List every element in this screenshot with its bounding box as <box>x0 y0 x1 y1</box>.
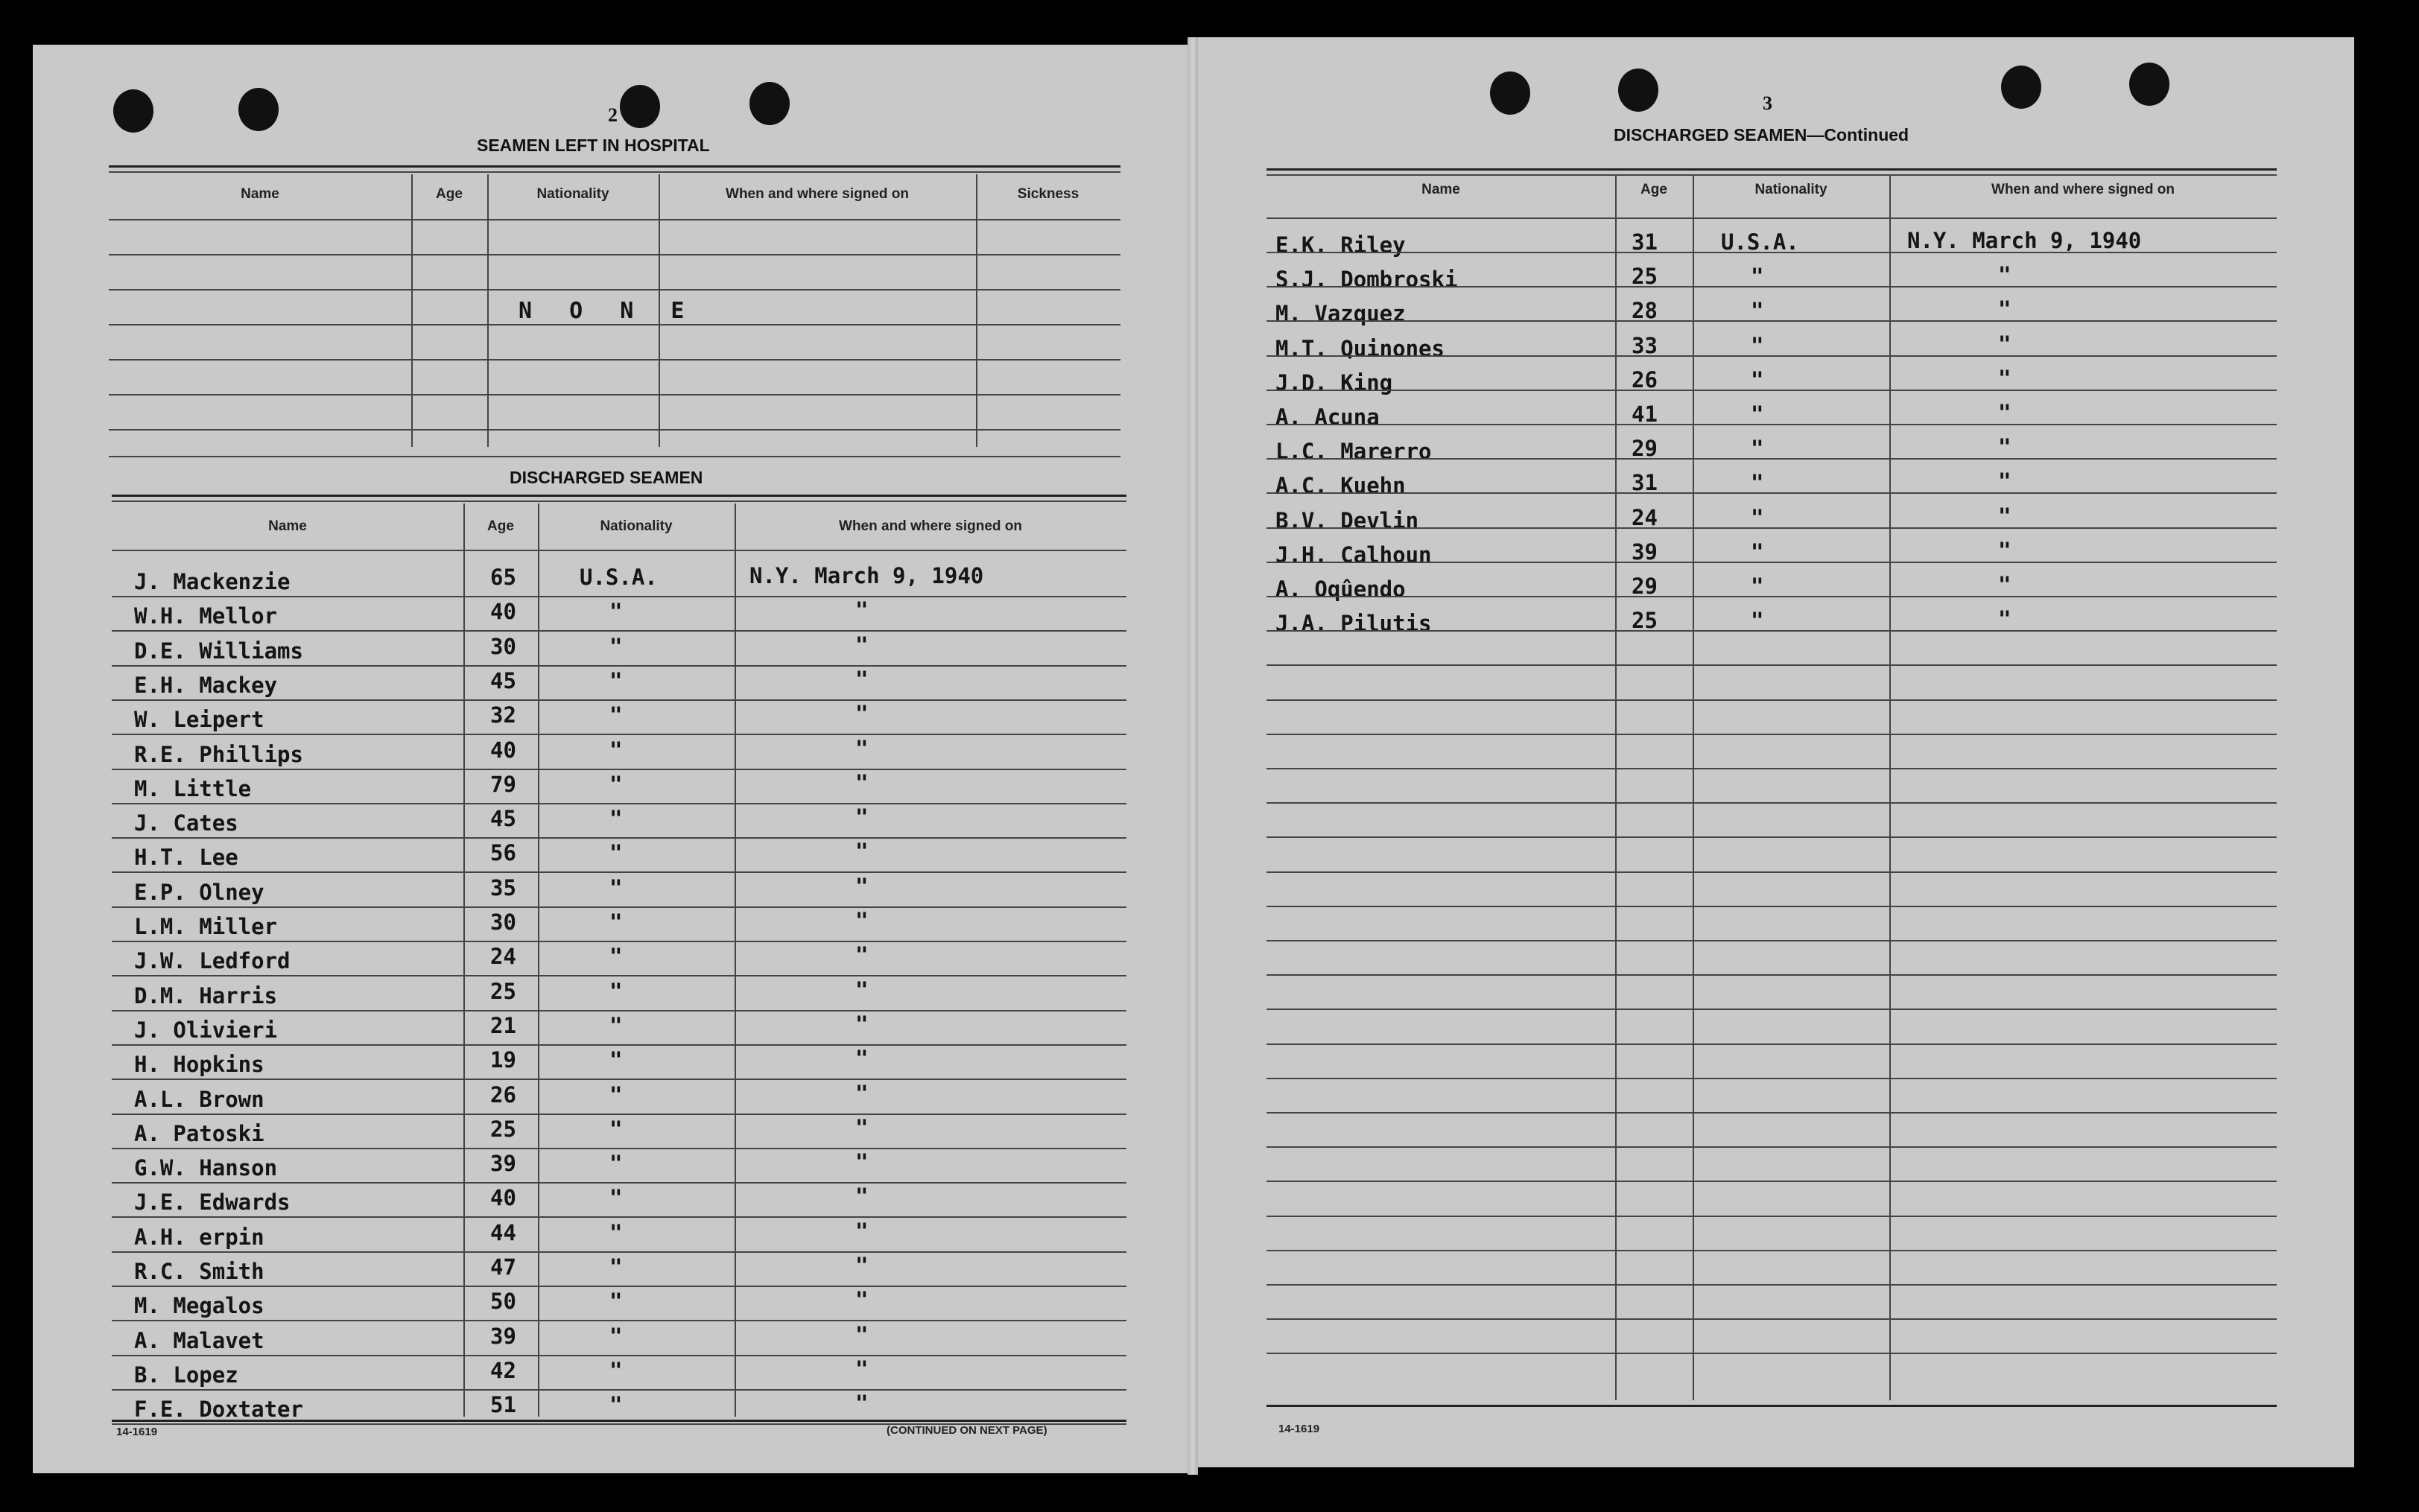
rule-line <box>112 803 1126 804</box>
seaman-signed-on: " <box>1998 262 2011 288</box>
punch-hole <box>238 88 279 131</box>
rule-line <box>1266 1318 2277 1320</box>
punch-hole <box>1618 69 1658 112</box>
rule-line <box>109 456 1120 457</box>
right-header-age: Age <box>1640 182 1667 197</box>
rule-line <box>112 501 1126 502</box>
seaman-nationality: " <box>609 1289 623 1315</box>
right-header-nationality: Nationality <box>1754 182 1827 197</box>
right-form-number: 14-1619 <box>1278 1423 1320 1435</box>
seaman-nationality: " <box>609 599 623 625</box>
rule-line <box>112 975 1126 976</box>
seaman-age: 44 <box>490 1219 516 1245</box>
seaman-age: 25 <box>490 978 516 1004</box>
seaman-signed-on: " <box>855 1356 869 1382</box>
seaman-nationality: U.S.A. <box>1721 229 1799 255</box>
seaman-name: M. Little <box>134 775 252 801</box>
rule-line <box>112 596 1126 597</box>
rule-line <box>109 324 1120 325</box>
rule-line <box>109 289 1120 290</box>
seaman-nationality: " <box>609 1151 623 1177</box>
seaman-nationality: " <box>609 633 623 659</box>
right-page-number: 3 <box>1763 92 1772 114</box>
discharged-header-signed-on: When and where signed on <box>839 518 1022 534</box>
rule-line <box>1266 458 2277 460</box>
seaman-name: J.W. Ledford <box>134 948 291 974</box>
seaman-name: B. Lopez <box>134 1362 238 1388</box>
seaman-age: 26 <box>1632 366 1658 393</box>
seaman-age: 24 <box>1632 504 1658 530</box>
right-title: DISCHARGED SEAMEN—Continued <box>1614 125 1909 144</box>
seaman-name: M. Megalos <box>134 1293 264 1319</box>
column-divider <box>659 174 660 447</box>
seaman-age: 33 <box>1632 332 1658 358</box>
rule-line <box>1266 1044 2277 1045</box>
hospital-header-sickness: Sickness <box>1017 186 1079 202</box>
seaman-nationality: " <box>609 978 623 1004</box>
rule-line <box>112 495 1126 497</box>
hospital-header-age: Age <box>436 186 463 202</box>
rule-line <box>1266 168 2277 171</box>
seaman-name: A. Acuna <box>1275 404 1380 430</box>
discharged-header-nationality: Nationality <box>600 518 673 534</box>
rule-line <box>109 219 1120 220</box>
seaman-name: L.M. Miller <box>134 914 278 939</box>
center-fold <box>1188 37 1198 1475</box>
rule-line <box>1266 527 2277 529</box>
seaman-name: J. Mackenzie <box>134 569 291 594</box>
seaman-name: D.M. Harris <box>134 982 278 1008</box>
seaman-nationality: " <box>609 840 623 866</box>
seaman-signed-on: " <box>855 804 869 830</box>
rule-line <box>112 550 1126 551</box>
seaman-signed-on: N.Y. March 9, 1940 <box>1907 228 2142 253</box>
rule-line <box>112 1420 1126 1422</box>
seaman-nationality: " <box>1751 401 1764 427</box>
rule-line <box>1266 630 2277 632</box>
seaman-nationality: " <box>609 1392 623 1418</box>
rule-line <box>1266 974 2277 976</box>
rule-line <box>1266 390 2277 391</box>
column-divider <box>538 504 539 1417</box>
seaman-name: J.D. King <box>1275 369 1393 396</box>
seaman-signed-on: " <box>855 1046 869 1072</box>
seaman-nationality: " <box>609 1185 623 1211</box>
seaman-signed-on: " <box>855 769 869 795</box>
punch-hole <box>2129 63 2169 106</box>
rule-line <box>1266 492 2277 494</box>
seaman-nationality: " <box>609 1116 623 1142</box>
seaman-nationality: " <box>609 1357 623 1383</box>
rule-line <box>112 1320 1126 1321</box>
seaman-name: S.J. Dombroski <box>1275 267 1458 293</box>
rule-line <box>109 165 1120 168</box>
seaman-age: 65 <box>490 565 516 590</box>
seaman-signed-on: " <box>855 1218 869 1244</box>
seaman-age: 39 <box>490 1151 516 1177</box>
seaman-age: 28 <box>1632 298 1658 324</box>
seaman-nationality: " <box>1751 264 1764 290</box>
rule-line <box>112 1148 1126 1149</box>
seaman-age: 50 <box>490 1289 516 1315</box>
column-divider <box>735 504 736 1417</box>
rule-line <box>112 699 1126 701</box>
seaman-nationality: " <box>609 874 623 900</box>
seaman-name: E.P. Olney <box>134 879 264 905</box>
rule-line <box>109 254 1120 255</box>
seaman-age: 39 <box>490 1323 516 1349</box>
seaman-signed-on: " <box>855 976 869 1003</box>
seaman-age: 25 <box>1632 608 1658 634</box>
seaman-age: 56 <box>490 840 516 866</box>
punch-hole <box>749 82 790 125</box>
rule-line <box>112 1389 1126 1391</box>
seaman-signed-on: " <box>855 1253 869 1278</box>
seaman-signed-on: " <box>855 1287 869 1313</box>
punch-hole <box>620 85 660 128</box>
rule-line <box>112 1114 1126 1115</box>
seaman-nationality: " <box>1751 366 1764 393</box>
seaman-name: J.A. Pilutis <box>1275 611 1432 637</box>
seaman-signed-on: " <box>1998 434 2011 460</box>
seaman-name: A.C. Kuehn <box>1275 473 1406 499</box>
column-divider <box>487 174 489 447</box>
seaman-name: J.H. Calhoun <box>1275 541 1432 568</box>
rule-line <box>112 1216 1126 1218</box>
punch-hole <box>1490 72 1530 115</box>
rule-line <box>1266 871 2277 873</box>
rule-line <box>1266 562 2277 563</box>
seaman-nationality: " <box>609 1219 623 1245</box>
seaman-signed-on: " <box>855 632 869 658</box>
seaman-nationality: " <box>1751 436 1764 462</box>
hospital-header-name: Name <box>241 186 279 202</box>
seaman-signed-on: " <box>1998 400 2011 425</box>
column-divider <box>411 174 413 447</box>
rule-line <box>112 906 1126 908</box>
seaman-name: H. Hopkins <box>134 1052 264 1078</box>
seaman-nationality: " <box>609 806 623 832</box>
seaman-name: R.E. Phillips <box>134 741 303 767</box>
seaman-signed-on: " <box>855 1114 869 1140</box>
seaman-age: 39 <box>1632 539 1658 565</box>
rule-line <box>112 941 1126 942</box>
seaman-age: 24 <box>490 944 516 970</box>
seaman-age: 29 <box>1632 436 1658 462</box>
seaman-name: B.V. Devlin <box>1275 507 1419 533</box>
seaman-name: A. Oqûendo <box>1275 576 1406 602</box>
rule-line <box>112 1182 1126 1184</box>
rule-line <box>109 429 1120 431</box>
rule-line <box>112 1251 1126 1253</box>
seaman-nationality: " <box>1751 608 1764 634</box>
seaman-age: 30 <box>490 633 516 659</box>
seaman-nationality: " <box>609 1323 623 1349</box>
seaman-signed-on: " <box>855 701 869 727</box>
seaman-age: 21 <box>490 1012 516 1038</box>
rule-line <box>1266 906 2277 907</box>
seaman-nationality: " <box>609 737 623 763</box>
seaman-name: H.T. Lee <box>134 845 238 871</box>
seaman-age: 45 <box>490 667 516 693</box>
punch-hole <box>2001 66 2041 109</box>
column-divider <box>1615 176 1617 1400</box>
seaman-age: 31 <box>1632 229 1658 255</box>
seaman-age: 40 <box>490 1185 516 1211</box>
rule-line <box>1266 1250 2277 1251</box>
rule-line <box>112 871 1126 873</box>
discharged-header-age: Age <box>487 518 514 534</box>
rule-line <box>1266 836 2277 838</box>
column-divider <box>1889 176 1891 1400</box>
seaman-name: W. Leipert <box>134 707 264 733</box>
seaman-nationality: " <box>609 909 623 935</box>
rule-line <box>1266 320 2277 322</box>
rule-line <box>1266 1008 2277 1010</box>
left-page-number: 2 <box>608 104 618 126</box>
rule-line <box>1266 768 2277 769</box>
seaman-signed-on: " <box>855 666 869 692</box>
seaman-age: 79 <box>490 771 516 797</box>
rule-line <box>1266 699 2277 701</box>
seaman-age: 25 <box>490 1116 516 1142</box>
rule-line <box>112 665 1126 667</box>
seaman-nationality: U.S.A. <box>580 565 658 590</box>
seaman-signed-on: " <box>1998 296 2011 323</box>
seaman-name: J. Cates <box>134 810 238 836</box>
seaman-signed-on: " <box>1998 365 2011 391</box>
rule-line <box>112 837 1126 839</box>
rule-line <box>112 734 1126 735</box>
punch-hole <box>113 89 153 133</box>
continued-note: (CONTINUED ON NEXT PAGE) <box>887 1424 1047 1437</box>
seaman-name: M. Vazquez <box>1275 301 1406 327</box>
seaman-nationality: " <box>1751 332 1764 358</box>
rule-line <box>1266 1078 2277 1079</box>
seaman-age: 41 <box>1632 401 1658 427</box>
seaman-signed-on: " <box>855 1149 869 1175</box>
seaman-signed-on: " <box>1998 331 2011 357</box>
seaman-name: A. Patoski <box>134 1120 264 1146</box>
rule-line <box>1266 252 2277 253</box>
rule-line <box>1266 664 2277 666</box>
right-header-signed-on: When and where signed on <box>1991 182 2175 197</box>
left-form-number: 14-1619 <box>116 1426 158 1438</box>
rule-line <box>1266 802 2277 804</box>
column-divider <box>463 504 465 1417</box>
discharged-header-name: Name <box>268 518 307 534</box>
seaman-name: J. Olivieri <box>134 1017 278 1043</box>
seaman-name: A.H. erpin <box>134 1224 264 1250</box>
seaman-signed-on: " <box>855 735 869 761</box>
discharged-title: DISCHARGED SEAMEN <box>510 468 703 487</box>
seaman-name: W.H. Mellor <box>134 603 278 629</box>
seaman-signed-on: " <box>855 873 869 899</box>
rule-line <box>1266 596 2277 597</box>
seaman-signed-on: " <box>855 1184 869 1210</box>
rule-line <box>112 1423 1126 1425</box>
seaman-age: 35 <box>490 874 516 900</box>
rule-line <box>112 769 1126 770</box>
seaman-age: 19 <box>490 1047 516 1073</box>
seaman-signed-on: " <box>855 597 869 623</box>
seaman-nationality: " <box>609 1254 623 1280</box>
column-divider <box>976 174 977 447</box>
rule-line <box>1266 1146 2277 1148</box>
rule-line <box>1266 1405 2277 1407</box>
rule-line <box>1266 1353 2277 1354</box>
rule-line <box>112 1286 1126 1287</box>
seaman-signed-on: " <box>1998 537 2011 563</box>
seaman-signed-on: " <box>1998 503 2011 529</box>
right-header-name: Name <box>1421 182 1460 197</box>
rule-line <box>109 359 1120 360</box>
rule-line <box>112 1010 1126 1011</box>
seaman-signed-on: " <box>855 942 869 968</box>
seaman-nationality: " <box>609 1012 623 1038</box>
seaman-nationality: " <box>1751 539 1764 565</box>
seaman-age: 51 <box>490 1392 516 1418</box>
rule-line <box>1266 1216 2277 1217</box>
rule-line <box>1266 1284 2277 1286</box>
seaman-age: 30 <box>490 909 516 935</box>
rule-line <box>112 1044 1126 1046</box>
seaman-signed-on: " <box>855 1011 869 1037</box>
seaman-signed-on: " <box>1998 468 2011 495</box>
seaman-age: 29 <box>1632 574 1658 599</box>
seaman-signed-on: " <box>855 1391 869 1417</box>
seaman-age: 42 <box>490 1357 516 1383</box>
seaman-age: 32 <box>490 702 516 728</box>
seaman-name: M.T. Quinones <box>1275 335 1445 361</box>
seaman-name: A.L. Brown <box>134 1086 264 1112</box>
seaman-nationality: " <box>609 944 623 970</box>
rule-line <box>1266 217 2277 219</box>
seaman-nationality: " <box>609 702 623 728</box>
seaman-nationality: " <box>1751 574 1764 599</box>
seaman-signed-on: " <box>855 1321 869 1347</box>
hospital-header-nationality: Nationality <box>536 186 609 202</box>
rule-line <box>1266 734 2277 735</box>
seaman-age: 40 <box>490 599 516 625</box>
hospital-none-entry: N O N E <box>519 298 697 324</box>
seaman-nationality: " <box>1751 504 1764 530</box>
rule-line <box>1266 286 2277 288</box>
seaman-age: 31 <box>1632 470 1658 496</box>
seaman-signed-on: " <box>1998 606 2011 632</box>
seaman-name: F.E. Doxtater <box>134 1397 303 1423</box>
seaman-nationality: " <box>609 667 623 693</box>
seaman-age: 45 <box>490 806 516 832</box>
seaman-nationality: " <box>609 1047 623 1073</box>
seaman-signed-on: " <box>855 839 869 865</box>
rule-line <box>109 394 1120 396</box>
seaman-name: E.H. Mackey <box>134 672 278 698</box>
rule-line <box>1266 1181 2277 1182</box>
rule-line <box>109 171 1120 173</box>
seaman-name: R.C. Smith <box>134 1259 264 1284</box>
rule-line <box>1266 940 2277 941</box>
seaman-age: 26 <box>490 1081 516 1108</box>
seaman-age: 40 <box>490 737 516 763</box>
hospital-title: SEAMEN LEFT IN HOSPITAL <box>477 136 710 155</box>
rule-line <box>1266 174 2277 176</box>
seaman-nationality: " <box>609 771 623 797</box>
seaman-name: D.E. Williams <box>134 638 303 664</box>
hospital-header-signed-on: When and where signed on <box>726 186 909 202</box>
rule-line <box>1266 1112 2277 1114</box>
rule-line <box>112 1355 1126 1356</box>
rule-line <box>1266 424 2277 425</box>
rule-line <box>1266 355 2277 357</box>
rule-line <box>112 1079 1126 1080</box>
seaman-name: G.W. Hanson <box>134 1155 278 1181</box>
rule-line <box>112 630 1126 632</box>
seaman-nationality: " <box>609 1081 623 1108</box>
seaman-nationality: " <box>1751 470 1764 496</box>
seaman-name: L.C. Marerro <box>1275 439 1432 465</box>
seaman-signed-on: " <box>1998 572 2011 597</box>
seaman-age: 47 <box>490 1254 516 1280</box>
seaman-name: J.E. Edwards <box>134 1189 291 1216</box>
seaman-name: E.K. Riley <box>1275 232 1406 258</box>
column-divider <box>1693 176 1694 1400</box>
seaman-signed-on: N.Y. March 9, 1940 <box>749 563 984 588</box>
seaman-nationality: " <box>1751 298 1764 324</box>
seaman-signed-on: " <box>855 1080 869 1106</box>
seaman-name: A. Malavet <box>134 1327 264 1353</box>
seaman-signed-on: " <box>855 908 869 933</box>
seaman-age: 25 <box>1632 264 1658 290</box>
